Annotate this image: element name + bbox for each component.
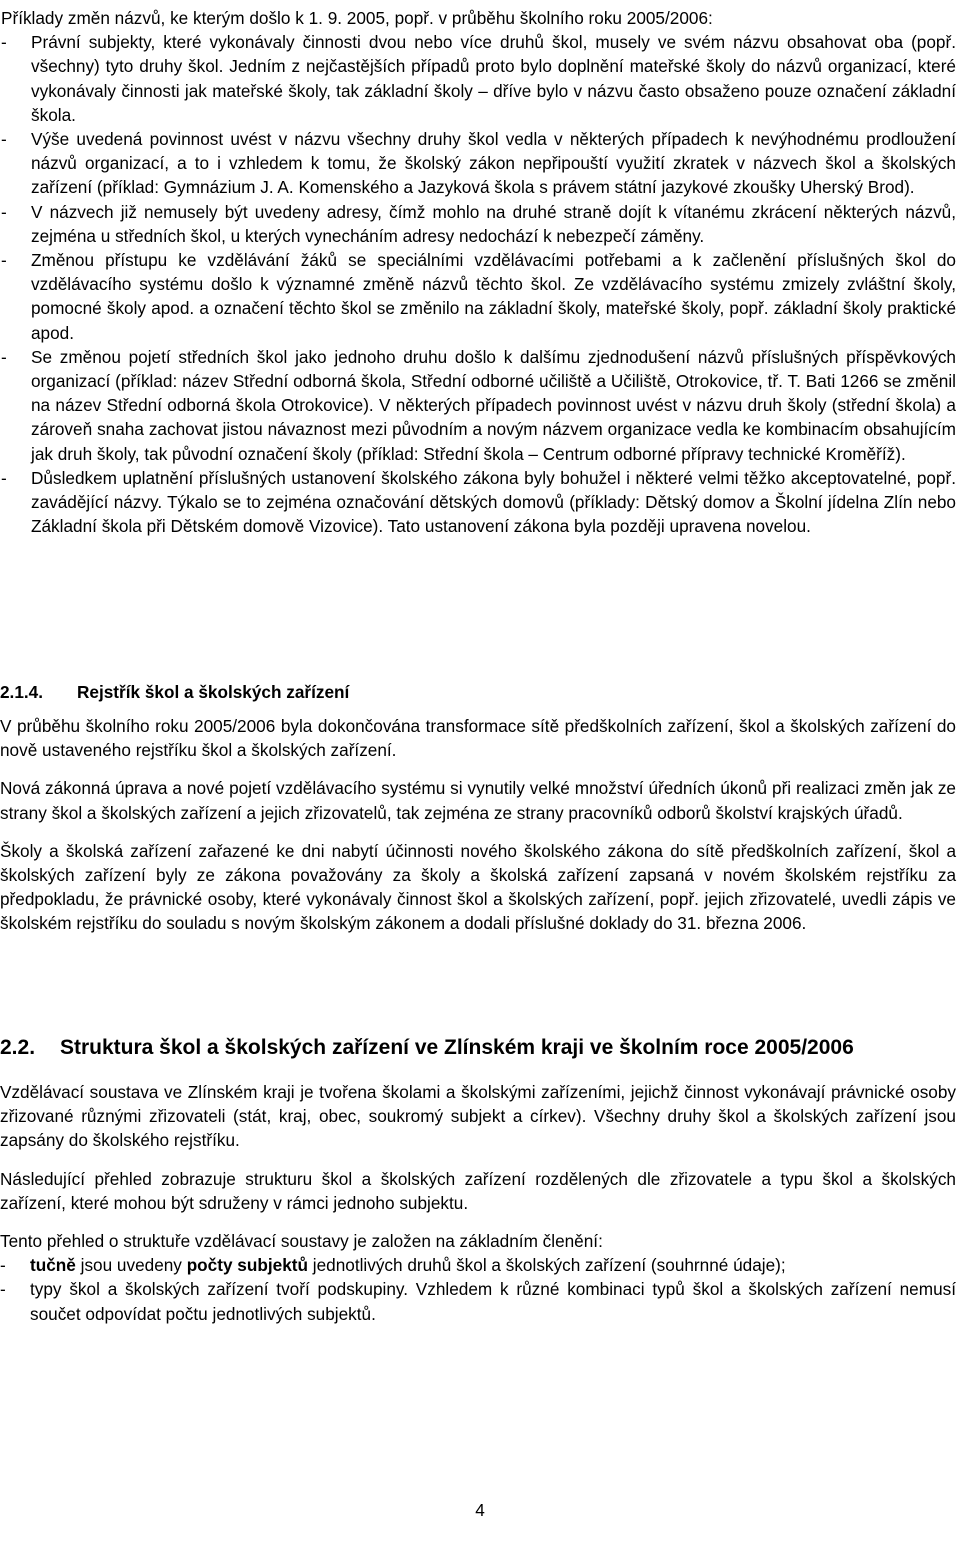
paragraph: Vzdělávací soustava ve Zlínském kraji je tvořena školami a školskými zařízeními, jejichž činnost vykonávají právnické osoby zřizované různými zřizovateli (stát, kraj, obec, soukromý subjekt a církev). Všechny druhy škol a školských zařízení jsou zapsány do školského rejstříku. — [0, 1082, 956, 1151]
text-span: jsou uvedeny — [75, 1255, 187, 1276]
section-22-heading — [0, 1034, 854, 1062]
paragraph: Školy a školská zařízení zařazené ke dni nabytí účinnosti nového školského zákona do sítě předškolních zařízení, škol a školských zařízení byly ze zákona považovány za školy a školská zařízení zapsaná v novém školském rejstříku za předpokladu, že právnické osoby, které vykonávaly činnost škol a školských zařízení, popř. jejich zřizovatelé, uvedli zápis ve školském rejstříku do souladu s novým školským zákonem a dodali příslušné doklady do 31. března 2006. — [0, 840, 956, 934]
name-change-list — [1, 30, 956, 538]
list-item: - Se změnou pojetí středních škol jako jednoho druhu došlo k dalšímu zjednodušení názvů příslušných příspěvkových organizací (příklad: název Střední odborná škola, Střední odborné učiliště a Učiliště, Otrokovice, tř. T. Bati 1266 se změnil na název Střední odborná škola Otrokovice). V některých případech povinnost uvést v názvu druh školy (střední škola) a zároveň snaha zachovat jistou návaznost mezi původním a novým názvem organizace vedla ke kombinacím obsahujícím jak druh školy, tak původní označení školy (příklad: Střední škola – Centrum odborné přípravy technické Kroměříž). — [1, 345, 956, 466]
bold-text: tučně — [30, 1255, 76, 1276]
list-item: - V názvech již nemusely být uvedeny adresy, čímž mohlo na druhé straně dojít k vítanému zkrácení některých názvů, zejména u středních škol, u kterých vynecháním adresy nedochází k nebezpečí záměny. — [1, 200, 956, 248]
structure-list — [0, 1253, 956, 1326]
section-number: 2.2. — [0, 1036, 36, 1059]
intro-line: Příklady změn názvů, ke kterým došlo k 1. 9. 2005, popř. v průběhu školního roku 2005/2006: — [1, 8, 713, 28]
section-214-body — [0, 714, 956, 936]
list-item — [0, 1253, 956, 1277]
section-214-heading — [0, 680, 349, 704]
section-title: Struktura škol a školských zařízení ve Zlínském kraji ve školním roce 2005/2006 — [60, 1036, 854, 1059]
section-number: 2.1.4. — [0, 682, 44, 702]
page-number: 4 — [475, 1500, 485, 1520]
paragraph: V průběhu školního roku 2005/2006 byla dokončována transformace sítě předškolních zařízení, škol a školských zařízení do nově ustaveného rejstříku škol a školských zařízení. — [0, 716, 956, 761]
list-item: - Důsledkem uplatnění příslušných ustanovení školského zákona byly bohužel i některé velmi těžko akceptovatelné, popř. zavádějící názvy. Týkalo se to zejména označování dětských domovů (příklady: Dětský domov a Školní jídelna Zlín nebo Základní škola při Dětském domově Vizovice). Tato ustanovení zákona byla později upravena novelou. — [1, 466, 956, 539]
bold-text: počty subjektů — [186, 1255, 308, 1276]
list-item: - Výše uvedená povinnost uvést v názvu všechny druhy škol vedla v některých případech k nevýhodnému prodloužení názvů organizací, a to i vzhledem k tomu, že školský zákon nepřipouští využití zkratek v názvech škol a školských zařízení (příklad: Gymnázium J. A. Komenského a Jazyková škola s právem státní jazykové zkoušky Uherský Brod). — [1, 127, 956, 200]
list-item: - Právní subjekty, které vykonávaly činnosti dvou nebo více druhů škol, musely ve svém názvu obsahovat oba (popř. všechny) tyto druhy škol. Jedním z nejčastějších případů proto bylo doplnění mateřské školy do názvů organizací, které vykonávaly činnosti jak mateřské školy, tak základní školy – dříve bylo v názvu často obsaženo pouze označení základní škola. — [1, 30, 956, 127]
section-title: Rejstřík škol a školských zařízení — [77, 682, 350, 702]
paragraph: Následující přehled zobrazuje strukturu škol a školských zařízení rozdělených dle zřizovatele a typu škol a školských zařízení, které mohou být sdruženy v rámci jednoho subjektu. — [0, 1168, 956, 1213]
section-22-body — [0, 1080, 956, 1326]
list-item: - Změnou přístupu ke vzdělávání žáků se speciálními vzdělávacími potřebami a k začlenění příslušných škol do vzdělávacího systému došlo k významné změně názvů těchto škol. Ze vzdělávacího systému zmizely zvláštní školy, pomocné školy apod. a označení těchto škol se změnilo na základní školy, mateřské školy, popř. základní školy praktické apod. — [1, 248, 956, 345]
paragraph: Tento přehled o struktuře vzdělávací soustavy je založen na základním členění: — [0, 1231, 603, 1252]
text-span: jednotlivých druhů škol a školských zařízení (souhrnné údaje); — [307, 1255, 786, 1276]
intro-block — [1, 6, 956, 538]
paragraph: Nová zákonná úprava a nové pojetí vzdělávacího systému si vynutily velké množství úředních úkonů při realizaci změn jak ze strany škol a školských zařízení a jejich zřizovatelů, tak zejména ze strany pracovníků odborů školství krajských úřadů. — [0, 778, 956, 823]
list-item: - typy škol a školských zařízení tvoří podskupiny. Vzhledem k různé kombinaci typů škol a školských zařízení nemusí součet odpovídat počtu jednotlivých subjektů. — [0, 1277, 956, 1325]
